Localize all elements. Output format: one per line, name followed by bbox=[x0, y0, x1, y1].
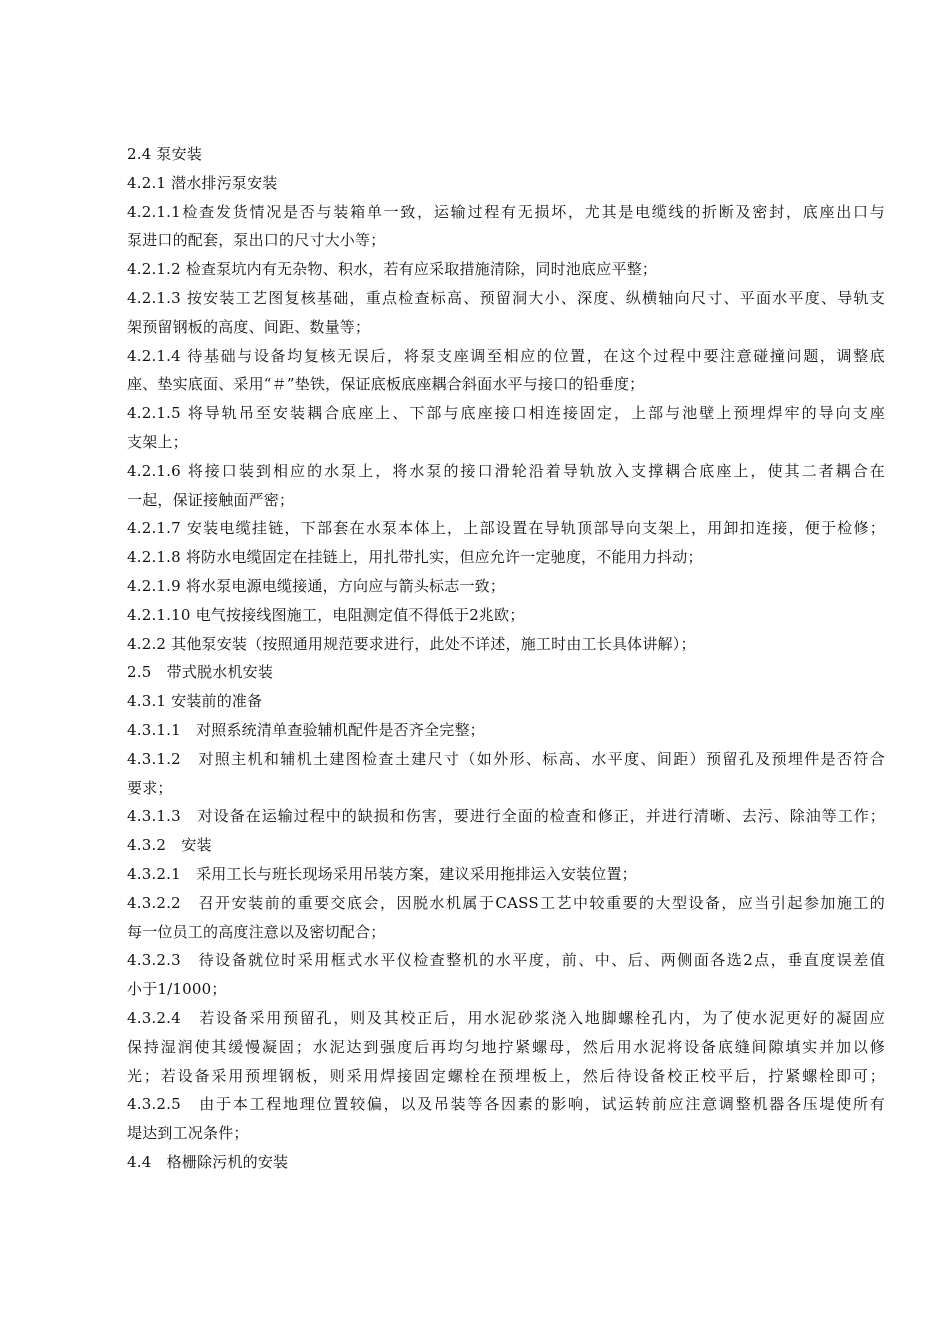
text-line: 堤达到工况条件； bbox=[127, 1124, 249, 1143]
text-line: 4.3.2.1 采用工长与班长现场采用吊装方案，建议采用拖排运入安装位置； bbox=[127, 864, 637, 883]
text-line: 保持湿润使其缓慢凝固；水泥达到强度后再均匀地拧紧螺母，然后用水泥将设备底缝间隙填实并加以修 bbox=[127, 1037, 885, 1056]
text-line: 架预留钢板的高度、间距、数量等； bbox=[127, 317, 371, 336]
text-line: 4.2.1.4 待基础与设备均复核无误后，将泵支座调至相应的位置，在这个过程中要注意碰撞问题，调整底 bbox=[127, 346, 885, 365]
text-line: 4.3.1.1 对照系统清单查验辅机配件是否齐全完整； bbox=[127, 720, 485, 739]
text-line: 4.2.2 其他泵安装（按照通用规范要求进行，此处不详述，施工时由工长具体讲解）； bbox=[127, 634, 696, 653]
text-line: 4.3.1.2 对照主机和辅机土建图检查土建尺寸（如外形、标高、水平度、间距）预留孔及预埋件是否符合 bbox=[127, 749, 885, 768]
text-line: 2.4 泵安装 bbox=[127, 145, 203, 163]
text-line: 4.3.1 安装前的准备 bbox=[127, 692, 263, 711]
text-line: 4.2.1.1检查发货情况是否与装箱单一致，运输过程有无损坏，尤其是电缆线的折断及密封，底座出口与 bbox=[127, 202, 885, 221]
text-line: 小于1/1000； bbox=[127, 980, 227, 999]
text-line: 4.3.2.4 若设备采用预留孔，则及其校正后，用水泥砂浆浇入地脚螺栓孔内，为了使水泥更好的凝固应 bbox=[127, 1008, 885, 1027]
text-line: 4.2.1.9 将水泵电源电缆接通，方向应与箭头标志一致； bbox=[127, 576, 506, 595]
text-line: 4.2.1.8 将防水电缆固定在挂链上，用扎带扎实，但应允许一定驰度，不能用力抖动； bbox=[127, 548, 703, 567]
text-line: 4.3.2.5 由于本工程地理位置较偏，以及吊装等各因素的影响，试运转前应注意调整机器各压堤使所有 bbox=[127, 1095, 885, 1114]
text-line: 4.2.1.10 电气按接线图施工，电阻测定值不得低于2兆欧； bbox=[127, 605, 525, 624]
text-line: 4.3.2 安装 bbox=[127, 836, 212, 855]
text-line: 光；若设备采用预埋钢板，则采用焊接固定螺栓在预埋板上，然后待设备校正校平后，拧紧螺栓即可； bbox=[127, 1066, 885, 1085]
text-line: 4.2.1 潜水排污泵安装 bbox=[127, 173, 278, 192]
text-line: 4.2.1.3 按安装工艺图复核基础，重点检查标高、预留洞大小、深度、纵横轴向尺寸、平面水平度、导轨支 bbox=[127, 288, 885, 307]
text-line: 支架上； bbox=[127, 432, 188, 451]
text-line: 4.3.2.3 待设备就位时采用框式水平仪检查整机的水平度，前、中、后、两侧面各选2点，垂直度误差值 bbox=[127, 951, 885, 970]
text-line: 4.2.1.7 安装电缆挂链，下部套在水泵本体上，上部设置在导轨顶部导向支架上，用卸扣连接，便于检修； bbox=[127, 519, 885, 538]
text-line: 泵进口的配套，泵出口的尺寸大小等； bbox=[127, 231, 386, 250]
text-line: 一起，保证接触面严密； bbox=[127, 490, 295, 509]
text-line: 要求； bbox=[127, 778, 173, 797]
text-line: 4.3.1.3 对设备在运输过程中的缺损和伤害，要进行全面的检查和修正，并进行清晰、去污、除油等工作； bbox=[127, 807, 885, 826]
text-line: 4.4 格栅除污机的安装 bbox=[127, 1152, 289, 1171]
text-line: 每一位员工的高度注意以及密切配合； bbox=[127, 922, 386, 941]
text-line: 4.2.1.2 检查泵坑内有无杂物、积水，若有应采取措施清除，同时池底应平整； bbox=[127, 260, 658, 279]
text-line: 2.5 带式脱水机安装 bbox=[127, 663, 274, 682]
text-line: 4.2.1.6 将接口装到相应的水泵上，将水泵的接口滑轮沿着导轨放入支撑耦合底座上，使其二者耦合在 bbox=[127, 461, 885, 480]
document-body bbox=[127, 140, 885, 1177]
text-line: 4.2.1.5 将导轨吊至安装耦合底座上、下部与底座接口相连接固定，上部与池壁上预埋焊牢的导向支座 bbox=[127, 404, 885, 423]
text-line: 座、垫实底面、采用“＃”垫铁，保证底板底座耦合斜面水平与接口的铅垂度； bbox=[127, 375, 645, 394]
text-line: 4.3.2.2 召开安装前的重要交底会，因脱水机属于CASS工艺中较重要的大型设备，应当引起参加施工的 bbox=[127, 893, 885, 912]
